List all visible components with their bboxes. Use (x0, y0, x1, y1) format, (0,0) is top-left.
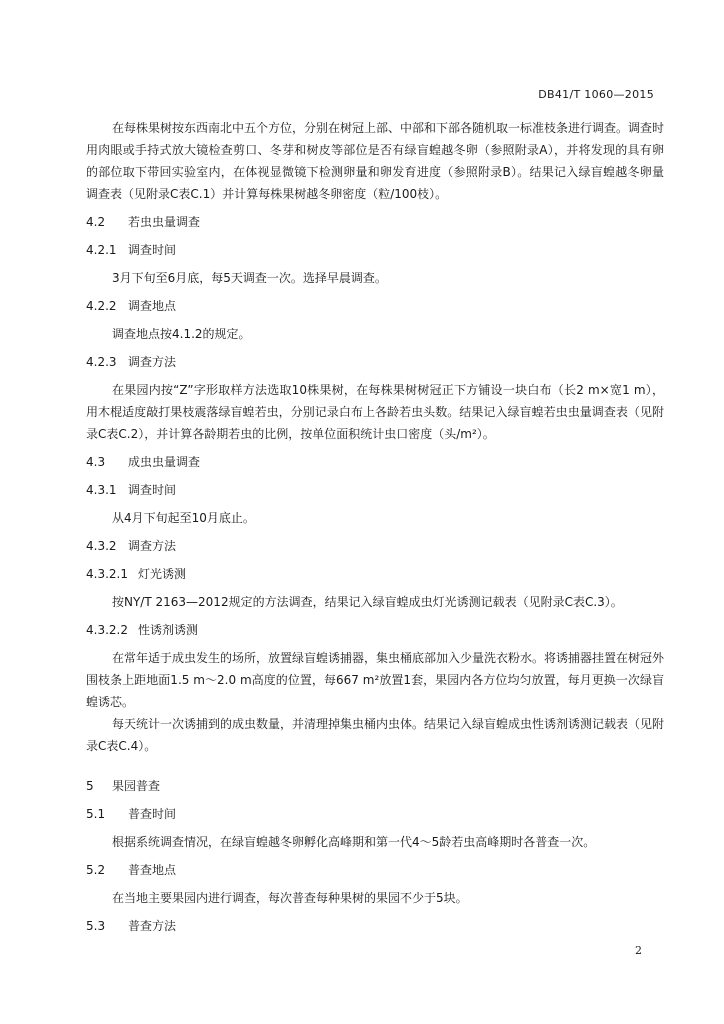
paragraph: 调查地点按4.1.2的规定。 (112, 327, 251, 341)
chapter-heading-5 (86, 775, 664, 797)
section-number: 4.2.2 (86, 299, 117, 313)
section-heading-4-3-1 (86, 479, 664, 501)
section-heading-4-2-3 (86, 351, 664, 373)
section-number: 4.3.2 (86, 539, 117, 553)
section-title: 调查方法 (128, 355, 177, 369)
paragraph: 根据系统调查情况，在绿盲蝗越冬卵孵化高峰期和第一代4～5龄若虫高峰期时各普查一次。 (112, 835, 596, 849)
section-number: 4.2.3 (86, 355, 117, 369)
section-title: 普查地点 (128, 863, 177, 877)
section-heading-4-3 (86, 451, 664, 473)
section-heading-4-3-2 (86, 535, 664, 557)
paragraph: 在常年适于成虫发生的场所，放置绿盲蝗诱捕器，集虫桶底部加入少量洗衣粉水。将诱捕器挂置在树冠外围枝条上距地面1.5 m～2.0 m高度的位置，每667 m²放置1套，果园内各方位均匀放置，每月更换一次绿盲蝗诱芯。 (86, 651, 665, 709)
section-title: 灯光诱测 (138, 567, 187, 581)
section-number: 4.3 (86, 455, 106, 469)
paragraph: 在当地主要果园内进行调查，每次普查每种果树的果园不少于5块。 (112, 891, 468, 905)
section-title: 调查时间 (128, 243, 177, 257)
page-number: 2 (635, 944, 642, 957)
section-title: 性诱剂诱测 (138, 623, 199, 637)
section-title: 普查方法 (128, 919, 177, 933)
section-number: 4.3.1 (86, 483, 117, 497)
section-heading-5-2 (86, 859, 664, 881)
section-number: 4.2.1 (86, 243, 117, 257)
section-heading-5-3 (86, 915, 664, 937)
section-title: 普查时间 (128, 807, 177, 821)
paragraph: 从4月下旬起至10月底止。 (112, 511, 255, 525)
section-title: 若虫虫量调查 (128, 215, 201, 229)
paragraph: 在每株果树按东西南北中五个方位，分别在树冠上部、中部和下部各随机取一标准枝条进行调查。调查时用肉眼或手持式放大镜检查剪口、冬芽和树皮等部位是否有绿盲蝗越冬卵（参照附录A），并将发现的具有卵的部位取下带回实验室内，在体视显微镜下检测卵量和卵发育进度（参照附录B）。结果记入绿盲蝗越冬卵量调查表（见附录C表C.1）并计算每株果树越冬卵密度（粒/100枝）。 (86, 121, 665, 201)
paragraph: 按NY/T 2163—2012规定的方法调查，结果记入绿盲蝗成虫灯光诱测记载表（见附录C表C.3）。 (112, 595, 623, 609)
document-body (86, 117, 664, 937)
standard-code-header: DB41/T 1060—2015 (538, 88, 654, 101)
section-heading-4-3-2-1 (86, 563, 664, 585)
section-heading-5-1 (86, 803, 664, 825)
section-heading-4-2-1 (86, 239, 664, 261)
section-title: 果园普查 (112, 779, 161, 793)
paragraph: 每天统计一次诱捕到的成虫数量，并清理掉集虫桶内虫体。结果记入绿盲蝗成虫性诱剂诱测记载表（见附录C表C.4）。 (86, 717, 665, 753)
section-number: 4.2 (86, 215, 106, 229)
section-heading-4-2 (86, 211, 664, 233)
section-title: 调查地点 (128, 299, 177, 313)
section-number: 5.1 (86, 807, 106, 821)
section-title: 调查方法 (128, 539, 177, 553)
section-title: 成虫虫量调查 (128, 455, 201, 469)
paragraph: 3月下旬至6月底，每5天调查一次。选择早晨调查。 (112, 271, 387, 285)
section-number: 4.3.2.1 (86, 567, 128, 581)
section-number: 5.3 (86, 919, 106, 933)
section-heading-4-2-2 (86, 295, 664, 317)
section-heading-4-3-2-2 (86, 619, 664, 641)
paragraph: 在果园内按“Z”字形取样方法选取10株果树，在每株果树树冠正下方铺设一块白布（长2 m×宽1 m），用木棍适度敲打果枝震落绿盲蝗若虫，分别记录白布上各龄若虫头数。结果记入绿盲蝗若虫虫量调查表（见附录C表C.2），并计算各龄期若虫的比例，按单位面积统计虫口密度（头/m²）。 (86, 383, 664, 441)
section-number: 5 (86, 779, 94, 793)
section-number: 5.2 (86, 863, 106, 877)
section-number: 4.3.2.2 (86, 623, 128, 637)
section-title: 调查时间 (128, 483, 177, 497)
